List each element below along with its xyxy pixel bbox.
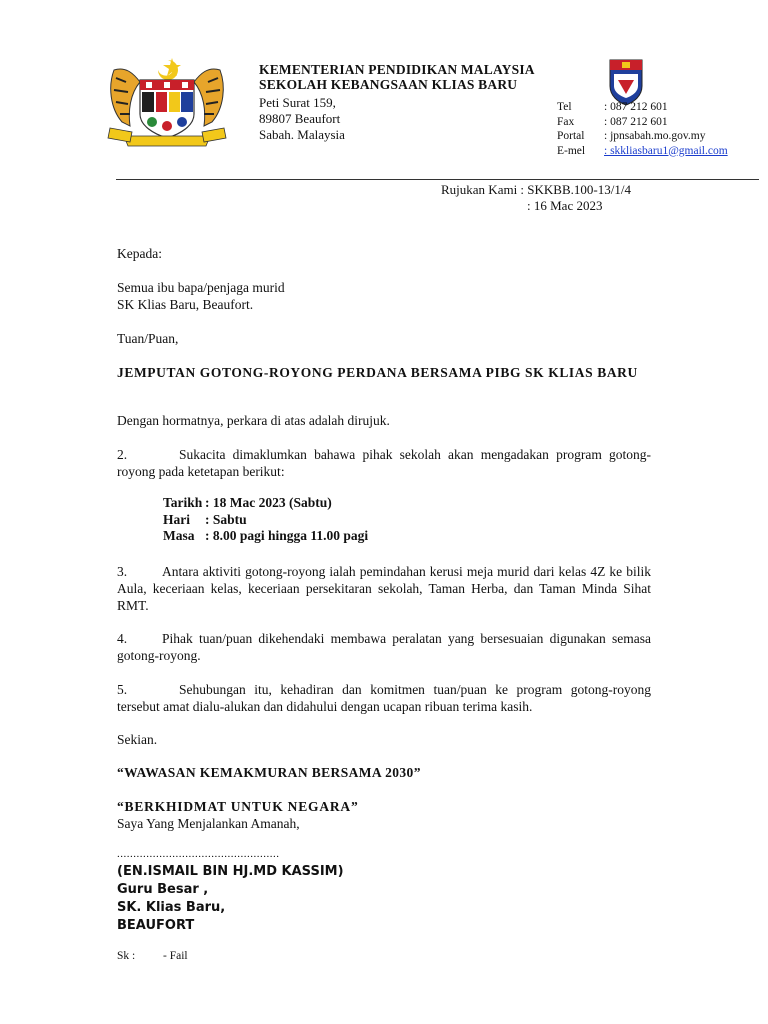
signatory-org: SK. Klias Baru,: [117, 900, 226, 915]
school-logo: [606, 56, 646, 106]
letterhead-title: [259, 62, 535, 92]
detail-value: : Sabtu: [205, 511, 247, 527]
signatory-name: (EN.ISMAIL BIN HJ.MD KASSIM): [117, 864, 344, 879]
tel-value: : 087 212 601: [604, 101, 668, 113]
paragraph-2: [117, 446, 651, 480]
paragraph-text: Pihak tuan/puan dikehendaki membawa peralatan yang bersesuaian digunakan semasa gotong-royong.: [117, 631, 651, 663]
letter-subject: JEMPUTAN GOTONG-ROYONG PERDANA BERSAMA PIBG SK KLIAS BARU: [117, 365, 638, 380]
paragraph-3: [117, 563, 651, 614]
signatory-title: Guru Besar ,: [117, 882, 209, 897]
detail-label: Tarikh: [163, 495, 203, 510]
address-line: 89807 Beaufort: [259, 111, 341, 126]
detail-value: : 18 Mac 2023 (Sabtu): [205, 495, 332, 510]
coat-of-arms-logo: [106, 56, 228, 150]
detail-label: Hari: [163, 511, 190, 527]
intro-paragraph: Dengan hormatnya, perkara di atas adalah dirujuk.: [117, 413, 390, 428]
paragraph-5: [117, 681, 651, 715]
paragraph-number: 4.: [117, 631, 128, 646]
fax-label: Fax: [557, 115, 575, 128]
paragraph-text: Sehubungan itu, kehadiran dan komitmen tuan/puan ke program gotong-royong tersebut amat dialu-alukan dan didahului dengan ucapan ribuan terima kasih.: [117, 682, 651, 714]
paragraph-text: Sukacita dimaklumkan bahawa pihak sekolah akan mengadakan program gotong-royong pada ketetapan berikut:: [117, 447, 651, 479]
paragraph-text: Antara aktiviti gotong-royong ialah pemindahan kerusi meja murid dari kelas 4Z ke bilik Aula, keceriaan kelas, keceriaan persekitaran sekolah, Taman Herba, dan Taman Minda Sihat RMT.: [117, 564, 651, 613]
paragraph-4: [117, 630, 651, 664]
detail-label: Masa: [163, 528, 195, 543]
header-divider: [116, 179, 759, 180]
event-details: [163, 495, 368, 545]
address-line: Peti Surat 159,: [259, 95, 336, 110]
email-label: E-mel: [557, 144, 586, 157]
signatory-place: BEAUFORT: [117, 918, 195, 933]
closing: Sekian.: [117, 732, 158, 747]
letter-date: : 16 Mac 2023: [527, 198, 603, 213]
amanah-line: Saya Yang Menjalankan Amanah,: [117, 816, 300, 831]
paragraph-number: 3.: [117, 564, 128, 579]
paragraph-number: 5.: [117, 682, 128, 697]
ministry-name: KEMENTERIAN PENDIDIKAN MALAYSIA: [259, 62, 535, 77]
kepada-label: Kepada:: [117, 246, 162, 261]
recipient-line: Semua ibu bapa/penjaga murid: [117, 280, 285, 295]
email-link[interactable]: : skkliasbaru1@gmail.com: [604, 144, 728, 157]
recipient-line: SK Klias Baru, Beaufort.: [117, 297, 254, 312]
address-line: Sabah. Malaysia: [259, 127, 345, 142]
signature-line: ..................................................: [117, 848, 280, 860]
cc-label: Sk :: [117, 950, 136, 962]
portal-value: : jpnsabah.mo.gov.my: [604, 130, 706, 142]
detail-value: : 8.00 pagi hingga 11.00 pagi: [205, 528, 369, 543]
school-name: SEKOLAH KEBANGSAAN KLIAS BARU: [259, 77, 518, 92]
paragraph-number: 2.: [117, 447, 128, 462]
portal-label: Portal: [557, 130, 585, 142]
cc-value: - Fail: [163, 950, 188, 962]
recipient-block: [117, 279, 651, 313]
fax-value: : 087 212 601: [604, 115, 668, 128]
salutation: Tuan/Puan,: [117, 331, 179, 346]
school-address: [259, 95, 345, 143]
motto-berkhidmat: “BERKHIDMAT UNTUK NEGARA”: [117, 799, 359, 814]
cc-block: [117, 950, 188, 962]
signatory-block: [117, 863, 344, 935]
reference-number: Rujukan Kami : SKKBB.100-13/1/4: [441, 182, 631, 197]
tel-label: Tel: [557, 101, 572, 113]
contact-block: [557, 100, 728, 158]
motto-wawasan: “WAWASAN KEMAKMURAN BERSAMA 2030”: [117, 765, 421, 780]
